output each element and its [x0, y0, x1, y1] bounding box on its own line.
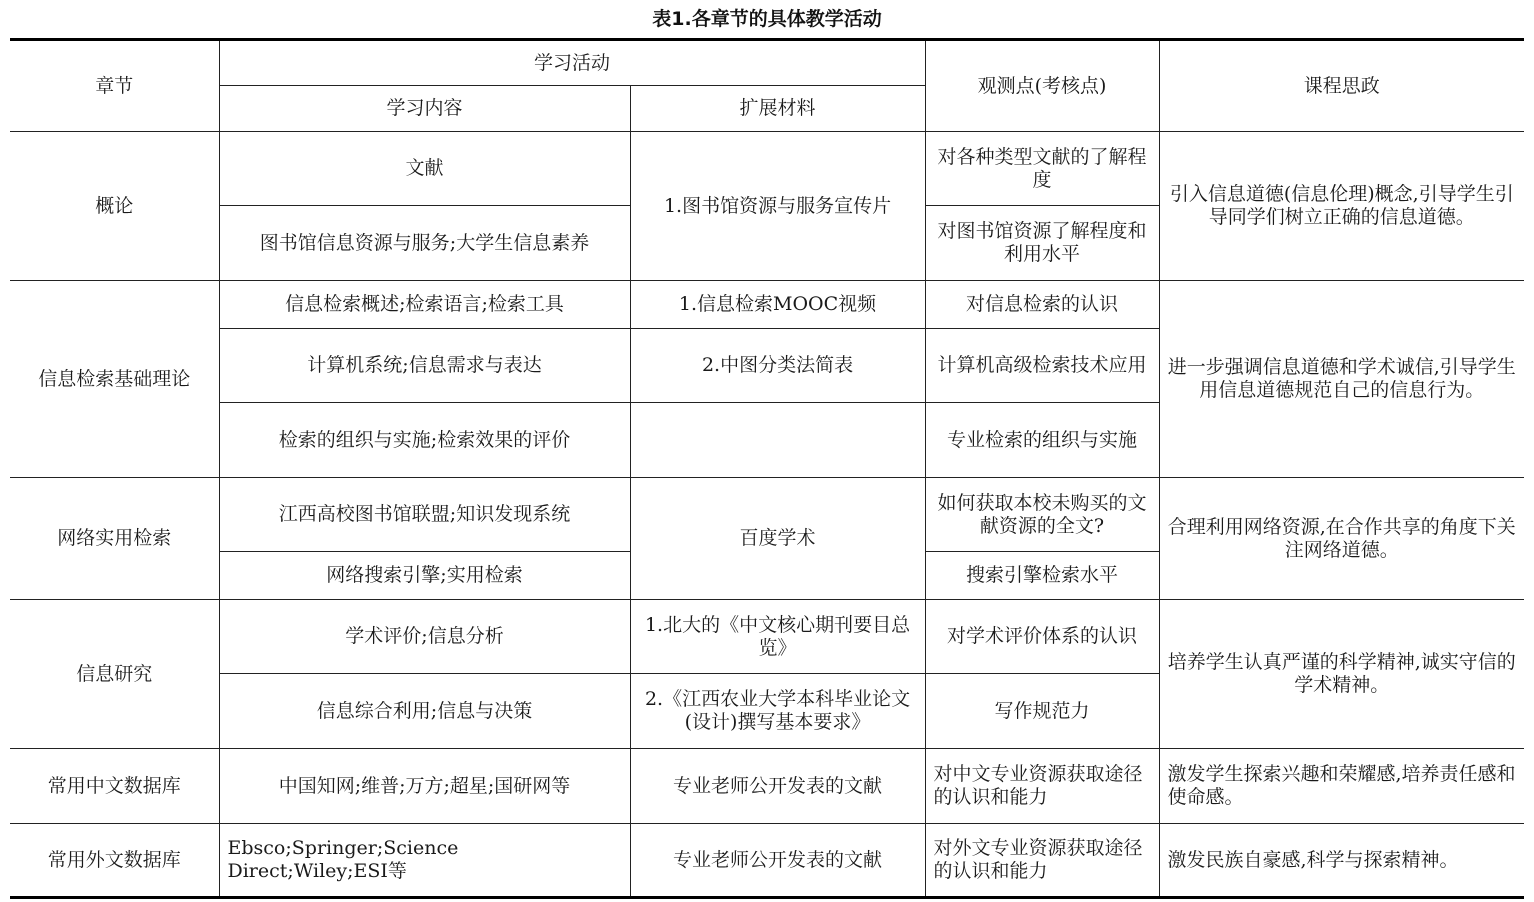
material-cell: 1.北大的《中文核心期刊要目总览》	[630, 600, 925, 674]
content-cell: 文献	[219, 132, 630, 206]
content-cell: Ebsco;Springer;Science Direct;Wiley;ESI等	[219, 824, 630, 898]
observation-cell: 对信息检索的认识	[925, 281, 1159, 329]
material-cell: 1.图书馆资源与服务宣传片	[630, 132, 925, 281]
material-cell	[630, 403, 925, 478]
header-observation: 观测点(考核点)	[925, 40, 1159, 132]
header-row	[10, 40, 1524, 86]
material-cell: 专业老师公开发表的文献	[630, 749, 925, 824]
observation-cell: 计算机高级检索技术应用	[925, 329, 1159, 403]
material-cell: 1.信息检索MOOC视频	[630, 281, 925, 329]
content-cell: 计算机系统;信息需求与表达	[219, 329, 630, 403]
material-cell: 2.中图分类法简表	[630, 329, 925, 403]
chapter-cell: 信息研究	[10, 600, 219, 749]
observation-cell: 对学术评价体系的认识	[925, 600, 1159, 674]
table-row	[10, 281, 1524, 329]
header-content: 学习内容	[219, 86, 630, 132]
observation-cell: 对图书馆资源了解程度和利用水平	[925, 206, 1159, 281]
table-row	[10, 132, 1524, 206]
observation-cell: 写作规范力	[925, 674, 1159, 749]
ideology-cell: 培养学生认真严谨的科学精神,诚实守信的学术精神。	[1159, 600, 1524, 749]
ideology-cell: 引入信息道德(信息伦理)概念,引导学生引导同学们树立正确的信息道德。	[1159, 132, 1524, 281]
content-cell: 信息检索概述;检索语言;检索工具	[219, 281, 630, 329]
table-row	[10, 600, 1524, 674]
observation-cell: 搜索引擎检索水平	[925, 552, 1159, 600]
header-ideology: 课程思政	[1159, 40, 1524, 132]
chapter-cell: 常用外文数据库	[10, 824, 219, 898]
ideology-cell: 合理利用网络资源,在合作共享的角度下关注网络道德。	[1159, 478, 1524, 600]
ideology-cell: 激发民族自豪感,科学与探索精神。	[1159, 824, 1524, 898]
material-cell: 百度学术	[630, 478, 925, 600]
header-activity: 学习活动	[219, 40, 925, 86]
content-cell: 检索的组织与实施;检索效果的评价	[219, 403, 630, 478]
chapter-cell: 网络实用检索	[10, 478, 219, 600]
teaching-activities-table	[10, 38, 1524, 899]
observation-cell: 对中文专业资源获取途径的认识和能力	[925, 749, 1159, 824]
observation-cell: 专业检索的组织与实施	[925, 403, 1159, 478]
material-cell: 2.《江西农业大学本科毕业论文(设计)撰写基本要求》	[630, 674, 925, 749]
ideology-cell: 进一步强调信息道德和学术诚信,引导学生用信息道德规范自己的信息行为。	[1159, 281, 1524, 478]
chapter-cell: 概论	[10, 132, 219, 281]
content-cell: 网络搜索引擎;实用检索	[219, 552, 630, 600]
ideology-cell: 激发学生探索兴趣和荣耀感,培养责任感和使命感。	[1159, 749, 1524, 824]
content-cell: 图书馆信息资源与服务;大学生信息素养	[219, 206, 630, 281]
header-chapter: 章节	[10, 40, 219, 132]
observation-cell: 对各种类型文献的了解程度	[925, 132, 1159, 206]
chapter-cell: 常用中文数据库	[10, 749, 219, 824]
table-caption: 表1.各章节的具体教学活动	[652, 8, 882, 30]
chapter-cell: 信息检索基础理论	[10, 281, 219, 478]
header-material: 扩展材料	[630, 86, 925, 132]
content-cell: 学术评价;信息分析	[219, 600, 630, 674]
observation-cell: 如何获取本校未购买的文献资源的全文?	[925, 478, 1159, 552]
table-row	[10, 824, 1524, 898]
observation-cell: 对外文专业资源获取途径的认识和能力	[925, 824, 1159, 898]
content-cell: 中国知网;维普;万方;超星;国研网等	[219, 749, 630, 824]
table-row	[10, 749, 1524, 824]
content-cell: 江西高校图书馆联盟;知识发现系统	[219, 478, 630, 552]
content-cell: 信息综合利用;信息与决策	[219, 674, 630, 749]
table-row	[10, 478, 1524, 552]
material-cell: 专业老师公开发表的文献	[630, 824, 925, 898]
